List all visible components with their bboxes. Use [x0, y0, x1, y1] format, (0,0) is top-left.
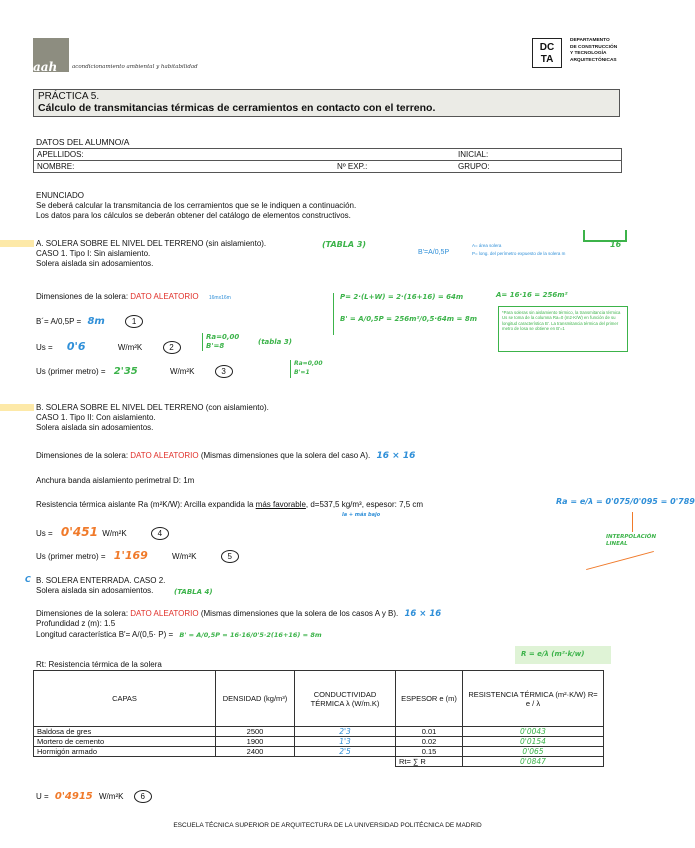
hw-calc-bracket [333, 293, 334, 335]
dim-label: Dimensiones de la solera: [36, 451, 129, 460]
student-form [33, 148, 622, 173]
hw-us1-b-value: 1'169 [113, 549, 148, 562]
us-label: Us = [36, 529, 53, 538]
us-unit: W/m²K [117, 343, 143, 352]
note-box-text: *Para soleras sin aislamiento térmico, la transmitancia térmica Us se toma de la columna Ra=0 (m2·K/W) en función de su longitud característica B'. La transmitancia térmica del primer metro de losa se obtiene en B'=1 [502, 310, 621, 332]
exp-field[interactable]: Nº EXP.: [337, 162, 368, 171]
hw-tabla4: (TABLA 4) [174, 588, 213, 596]
hw-us-value: 0'6 [66, 340, 86, 353]
hw-ra2: Ra=0,00 [294, 360, 323, 367]
ra-label: Resistencia térmica aislante Ra (m²K/W): Arcilla expandida la [36, 500, 254, 509]
hw-u-value: 0'4915 [54, 791, 93, 802]
note-p: P= long. del perímetro expuesto de la solera m [472, 251, 566, 256]
hw-arrow [632, 512, 633, 532]
th-capas: CAPAS [34, 671, 216, 727]
aah-logo-text: aah [33, 60, 58, 74]
ra-rest: , d=537,5 kg/m³, espesor: 7,5 cm [305, 500, 424, 509]
b-label: B´= A/0,5P = [36, 317, 82, 326]
dato-aleatorio: DATO ALEATORIO [130, 451, 199, 460]
rt-label: Rt: Resistencia térmica de la solera [36, 660, 162, 669]
long-label: Longitud característica B'= A/(0,5· P) = [36, 630, 174, 639]
dept-line: Y TECNOLOGÍA [570, 51, 607, 56]
us-b-line [36, 525, 169, 540]
hw-topright: 16 [610, 240, 622, 249]
empty-cell [34, 757, 216, 767]
table-row [34, 747, 604, 757]
hw-b-value: 8m [87, 316, 105, 327]
hw-p-calc: P= 2·(L+W) = 2·(16+16) = 64m [340, 293, 464, 301]
hw-orange-line [586, 551, 654, 570]
circle-number: 1 [125, 315, 143, 328]
cell-res: 0'0154 [463, 737, 604, 747]
dim-rest: (Mismas dimensiones que la solera de los casos A y B). [200, 609, 399, 618]
hw-b1: B'=8 [206, 342, 225, 350]
dept-name [570, 38, 617, 64]
cell-capa: Mortero de cemento [34, 737, 216, 747]
section-a-heading: A. SOLERA SOBRE EL NIVEL DEL TERRENO (sin aislamiento). [36, 239, 267, 248]
hw-mas-bajo: la + más bajo [342, 512, 381, 518]
practica-subtitle: Cálculo de transmitancias térmicas de cerramientos en contacto con el terreno. [38, 102, 436, 114]
u-unit: W/m²K [99, 792, 124, 801]
hw-rformula: R = e/λ (m²·k/w) [521, 650, 585, 658]
total-row [34, 757, 604, 767]
enunciado-line1: Se deberá calcular la transmitancia de los cerramientos que se le indiquen a continuación. [36, 201, 357, 210]
aah-subtitle: acondicionamiento ambiental y habitabilidad [72, 64, 198, 70]
section-a-caso: CASO 1. Tipo I: Sin aislamiento. [36, 249, 151, 258]
formula-b: B'=A/0,5P [418, 249, 450, 256]
grupo-field[interactable]: GRUPO: [458, 162, 490, 171]
section-c-heading: B. SOLERA ENTERRADA. CASO 2. [36, 576, 166, 585]
note-box [498, 306, 628, 352]
section-a-dim [36, 292, 231, 301]
circle-number: 4 [151, 527, 169, 540]
us1-b-line [36, 549, 239, 563]
circle-number: 2 [163, 341, 181, 354]
student-form-heading: DATOS DEL ALUMNO/A [36, 137, 130, 147]
cell-espesor: 0.02 [396, 737, 463, 747]
us-line [36, 340, 181, 354]
hw-us1-value: 2'35 [113, 366, 138, 377]
cell-cond: 1'3 [295, 737, 396, 747]
hw-c: C [25, 575, 31, 584]
us-unit: W/m²K [102, 529, 127, 538]
b-prime-line [36, 315, 143, 328]
capas-table [33, 670, 604, 767]
hw-ra1: Ra=0,00 [206, 333, 240, 341]
us1-line [36, 365, 233, 378]
longitud-line [36, 630, 322, 639]
dept-line: ARQUITECTÓNICAS [570, 57, 617, 63]
total-value: 0'0847 [463, 757, 604, 767]
cell-espesor: 0.15 [396, 747, 463, 757]
cell-densidad: 1900 [216, 737, 295, 747]
ra-line [36, 500, 423, 509]
us-label: Us = [36, 343, 53, 352]
us1-unit: W/m²K [169, 367, 195, 376]
section-c-dim [36, 609, 441, 619]
practica-title: PRÁCTICA 5. [38, 91, 100, 102]
dato-aleatorio: DATO ALEATORIO [130, 609, 199, 618]
highlight-b [0, 404, 34, 411]
hw-dim: 16 × 16 [404, 609, 442, 619]
th-densidad: DENSIDAD (kg/m³) [216, 671, 295, 727]
cell-cond: 2'3 [295, 727, 396, 737]
note-a: A= área solera [472, 243, 502, 248]
section-a-desc: Solera aislada sin adosamientos. [36, 259, 154, 268]
cell-densidad: 2400 [216, 747, 295, 757]
cell-capa: Baldosa de gres [34, 727, 216, 737]
cell-cond: 2'5 [295, 747, 396, 757]
dim-label: Dimensiones de la solera: [36, 609, 129, 618]
dim-rest: (Mismas dimensiones que la solera del caso A). [200, 451, 371, 460]
section-b-dim [36, 451, 415, 461]
enunciado-line2: Los datos para los cálculos se deberán obtener del catálogo de elementos constructivos. [36, 211, 351, 220]
hw-long: B' = A/0,5P = 16·16/0'5·2(16+16) = 8m [179, 631, 322, 639]
table-row [34, 727, 604, 737]
section-c-desc: Solera aislada sin adosamientos. [36, 586, 154, 595]
us1-label: Us (primer metro) = [36, 367, 106, 376]
hw-tabla3b: (tabla 3) [258, 338, 292, 346]
dim-label: Dimensiones de la solera: [36, 292, 129, 301]
section-b-heading: B. SOLERA SOBRE EL NIVEL DEL TERRENO (con aislamiento). [36, 403, 269, 412]
footer: ESCUELA TÉCNICA SUPERIOR DE ARQUITECTURA DE LA UNIVERSIDAD POLITÉCNICA DE MADRID [173, 822, 482, 829]
empty-cell [216, 757, 295, 767]
hw-a-calc: A= 16·16 = 256m² [496, 291, 568, 299]
total-label: Rt= ∑ R [396, 757, 463, 767]
dept-line: DEPARTAMENTO [570, 38, 610, 43]
anchura-line: Anchura banda aislamiento perimetral D: 1m [36, 476, 195, 485]
us1-unit: W/m²K [172, 552, 197, 561]
apellidos-field[interactable]: APELLIDOS: [37, 150, 84, 159]
cell-res: 0'0043 [463, 727, 604, 737]
title-box [33, 89, 620, 117]
cell-densidad: 2500 [216, 727, 295, 737]
profundidad: Profundidad z (m): 1.5 [36, 619, 116, 628]
u-line [36, 790, 152, 803]
empty-cell [295, 757, 396, 767]
inicial-field[interactable]: INICIAL: [458, 150, 489, 159]
hw-ra-formula: Ra = e/λ = 0'075/0'095 = 0'789 [556, 497, 695, 506]
hw-b2: B'=1 [294, 369, 310, 376]
us1-label: Us (primer metro) = [36, 552, 106, 561]
circle-number: 5 [221, 550, 239, 563]
enunciado-heading: ENUNCIADO [36, 191, 85, 200]
hw-tabla3: (TABLA 3) [322, 240, 367, 249]
hw-dim: 16 × 16 [376, 451, 416, 461]
dim-small: 16mx16m [208, 295, 231, 301]
cell-res: 0'065 [463, 747, 604, 757]
th-conductividad: CONDUCTIVIDAD TÉRMICA λ (W/m.K) [295, 671, 396, 727]
cell-espesor: 0.01 [396, 727, 463, 737]
section-b-caso: CASO 1. Tipo II: Con aislamiento. [36, 413, 156, 422]
section-b-desc: Solera aislada sin adosamientos. [36, 423, 154, 432]
table-row [34, 737, 604, 747]
th-espesor: ESPESOR e (m) [396, 671, 463, 727]
highlight-a [0, 240, 34, 247]
hw-interp: INTERPOLACIÓN LINEAL [606, 534, 657, 547]
ra-underline: más favorable [255, 500, 306, 509]
dcta-logo-text: DC TA [539, 42, 555, 65]
u-label: U = [36, 792, 49, 801]
circle-number: 6 [134, 790, 152, 803]
th-resistencia: RESISTENCIA TÉRMICA (m²·K/W) R= e / λ [463, 671, 604, 727]
dcta-logo [532, 38, 562, 68]
dept-line: DE CONSTRUCCIÓN [570, 44, 618, 50]
hw-bprime-calc: B' = A/0,5P = 256m²/0,5·64m = 8m [340, 315, 477, 323]
dato-aleatorio: DATO ALEATORIO [130, 292, 199, 301]
hw-us-b-value: 0'451 [60, 525, 98, 539]
nombre-field[interactable]: NOMBRE: [37, 162, 75, 171]
hw-bracket-ra1 [202, 333, 203, 351]
hw-bracket-ra2 [290, 360, 291, 378]
circle-number: 3 [215, 365, 233, 378]
cell-capa: Hormigón armado [34, 747, 216, 757]
